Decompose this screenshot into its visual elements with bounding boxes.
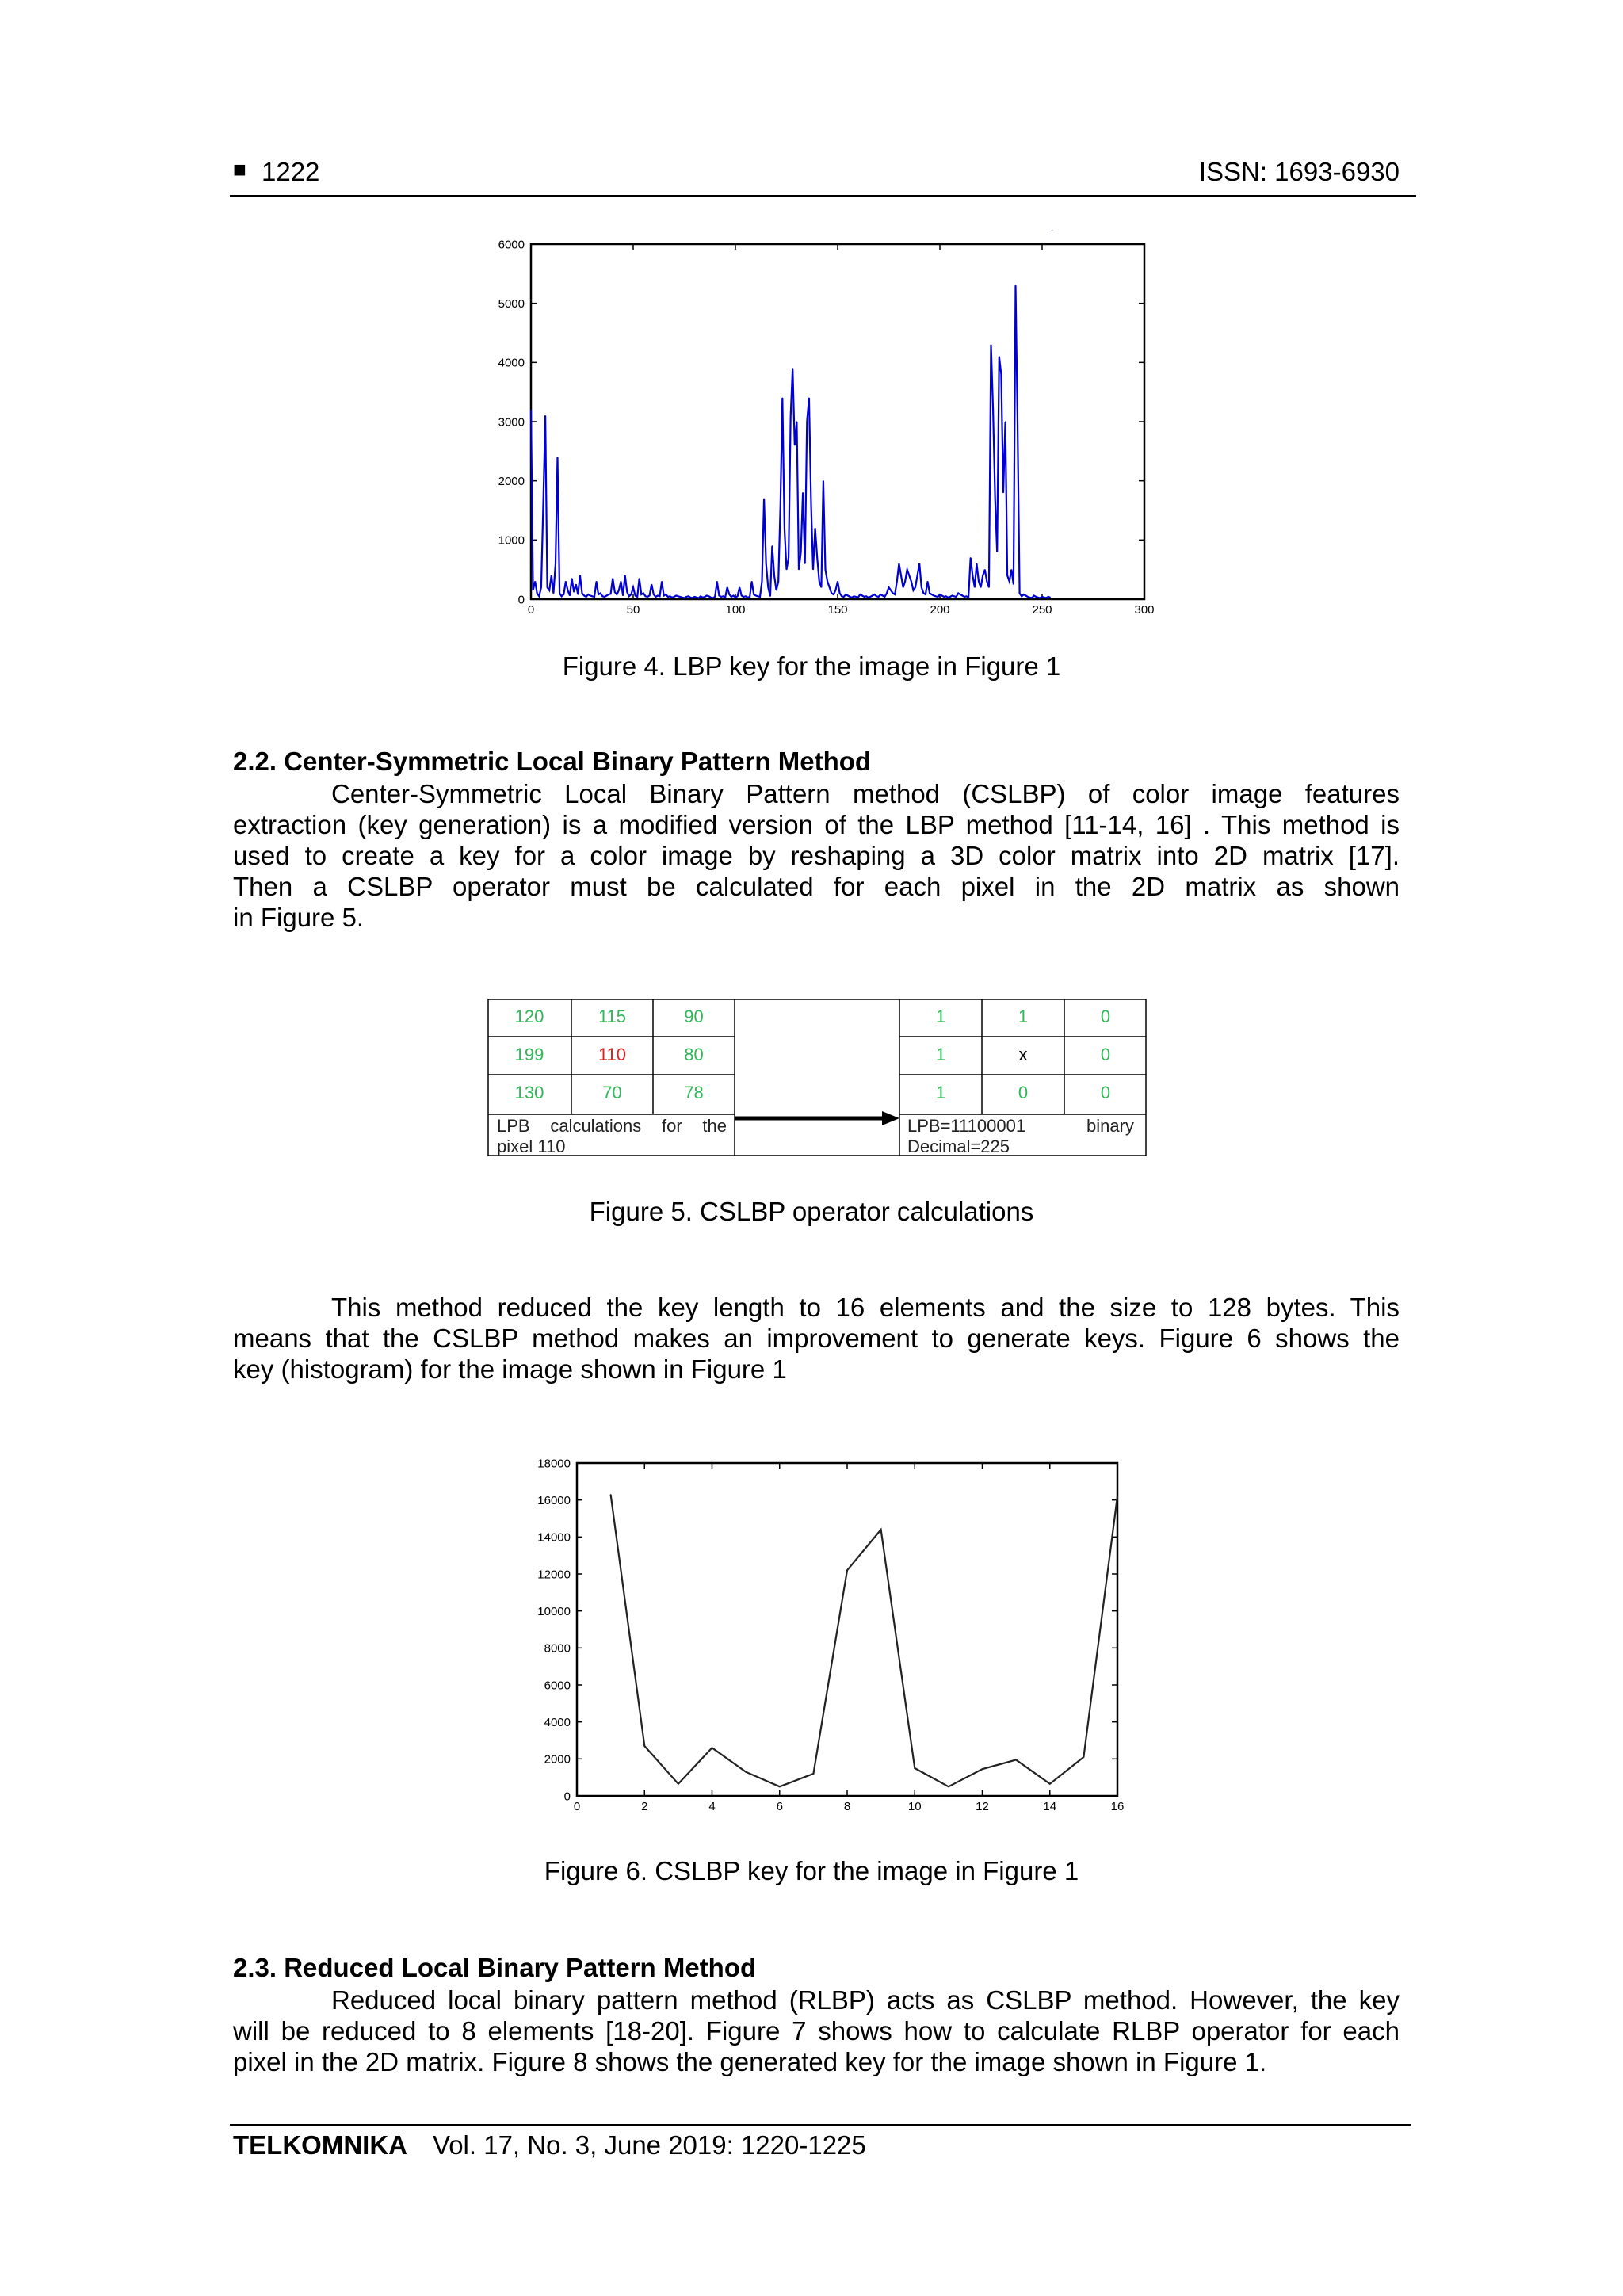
data-point-73 bbox=[680, 596, 681, 597]
left-cell-r1c3: 90 bbox=[684, 1007, 704, 1026]
data-point-215 bbox=[970, 557, 971, 558]
data-point-136 bbox=[808, 398, 809, 399]
x-tick-label-1: 50 bbox=[626, 603, 640, 617]
data-point-137 bbox=[811, 504, 812, 505]
right-cell-center: x bbox=[1018, 1045, 1028, 1064]
data-point-181 bbox=[900, 575, 901, 576]
left-cell-r3c1: 130 bbox=[514, 1083, 544, 1102]
data-point-214 bbox=[968, 597, 969, 598]
data-point-248 bbox=[1037, 597, 1038, 598]
issn: ISSN: 1693-6930 bbox=[1198, 157, 1400, 186]
section-2-2-heading: 2.2. Center-Symmetric Local Binary Pattern Method bbox=[233, 747, 872, 776]
data-point-217 bbox=[974, 586, 975, 587]
data-point-162 bbox=[861, 595, 862, 596]
data-point-81 bbox=[696, 597, 697, 598]
data-point-80 bbox=[694, 596, 695, 597]
data-point-8 bbox=[880, 1529, 881, 1530]
data-point-53 bbox=[639, 578, 640, 579]
data-point-2 bbox=[535, 581, 536, 582]
left-cell-r1c1: 120 bbox=[514, 1007, 544, 1026]
data-point-65 bbox=[663, 595, 664, 596]
data-point-69 bbox=[671, 597, 672, 598]
data-point-207 bbox=[953, 596, 954, 597]
y-tick-label-1: 2000 bbox=[544, 1752, 571, 1767]
figure4-caption: Figure 4. LBP key for the image in Figure 1 bbox=[562, 651, 1061, 681]
data-point-239 bbox=[1019, 593, 1020, 594]
data-point-126 bbox=[788, 557, 789, 558]
page-number: 1222 bbox=[262, 157, 320, 186]
data-point-243 bbox=[1027, 596, 1028, 597]
arrow-head bbox=[882, 1111, 899, 1125]
data-point-19 bbox=[569, 595, 570, 596]
right-cell-r3c2: 0 bbox=[1018, 1083, 1029, 1102]
data-point-95 bbox=[725, 597, 726, 598]
data-point-122 bbox=[780, 504, 781, 505]
figure6-caption: Figure 6. CSLBP key for the image in Figure 1 bbox=[544, 1856, 1079, 1885]
page-marker: ■ bbox=[233, 157, 246, 181]
data-point-121 bbox=[778, 581, 779, 582]
data-point-128 bbox=[792, 368, 793, 369]
data-point-99 bbox=[733, 595, 734, 596]
data-point-61 bbox=[655, 596, 656, 597]
data-point-219 bbox=[978, 581, 979, 582]
left-cell-r2c1: 199 bbox=[514, 1045, 544, 1064]
left-cell-r1c2: 115 bbox=[598, 1007, 627, 1026]
data-point-157 bbox=[851, 597, 852, 598]
x-tick-label-6: 300 bbox=[1134, 603, 1155, 617]
y-tick-label-7: 14000 bbox=[537, 1530, 571, 1545]
data-point-125 bbox=[786, 569, 787, 570]
data-point-160 bbox=[857, 597, 858, 598]
data-point-50 bbox=[632, 586, 633, 587]
data-point-124 bbox=[784, 528, 785, 529]
x-tick-label-0: 0 bbox=[527, 603, 535, 617]
x-tick-label-6: 12 bbox=[976, 1800, 989, 1813]
data-point-37 bbox=[606, 595, 607, 596]
right-cell-r3c3: 0 bbox=[1100, 1083, 1111, 1102]
data-point-8 bbox=[547, 586, 548, 587]
data-point-11 bbox=[982, 1769, 983, 1770]
data-point-103 bbox=[741, 595, 742, 596]
data-point-153 bbox=[843, 596, 844, 597]
left-cell-center: 110 bbox=[598, 1045, 627, 1064]
y-tick-label-1: 1000 bbox=[498, 533, 525, 548]
data-point-185 bbox=[909, 575, 910, 576]
data-point-116 bbox=[768, 586, 769, 587]
data-point-56 bbox=[645, 596, 646, 597]
data-point-58 bbox=[649, 595, 650, 596]
data-point-87 bbox=[708, 596, 709, 597]
data-point-220 bbox=[980, 586, 981, 587]
data-point-165 bbox=[868, 597, 869, 598]
x-tick-label-4: 8 bbox=[843, 1800, 851, 1813]
y-tick-label-4: 8000 bbox=[544, 1641, 571, 1656]
data-point-146 bbox=[829, 586, 830, 587]
data-point-86 bbox=[706, 595, 707, 596]
data-point-4 bbox=[746, 1771, 747, 1772]
data-point-64 bbox=[662, 581, 663, 582]
data-point-45 bbox=[623, 595, 624, 596]
data-point-209 bbox=[958, 593, 959, 594]
data-point-173 bbox=[884, 596, 885, 597]
data-point-190 bbox=[919, 563, 920, 564]
section-2-3-paragraph-1: Reduced local binary pattern method (RLBP) acts as CSLBP method. However, the key will be reduced to 8 elements [18-20]. Figure 7 shows how to calculate RLBP operator for each pixel in the 2D matrix. Figure 8 shows the generated key for the image shown in Figure 1. bbox=[233, 1985, 1400, 2076]
data-point-22 bbox=[575, 584, 576, 585]
y-tick-label-2: 4000 bbox=[544, 1715, 571, 1729]
x-tick-label-7: 14 bbox=[1043, 1800, 1057, 1813]
x-tick-label-5: 10 bbox=[907, 1800, 922, 1813]
data-point-94 bbox=[723, 596, 724, 597]
right-cell-r2c1: 1 bbox=[935, 1045, 946, 1064]
y-tick-label-8: 16000 bbox=[537, 1493, 571, 1507]
data-point-76 bbox=[685, 596, 686, 597]
data-point-155 bbox=[847, 595, 848, 596]
plot-frame bbox=[531, 244, 1144, 599]
figure5-caption: Figure 5. CSLBP operator calculations bbox=[589, 1197, 1034, 1226]
x-tick-label-3: 6 bbox=[776, 1800, 783, 1813]
data-point-231 bbox=[1002, 492, 1003, 493]
data-point-32 bbox=[596, 581, 597, 582]
right-cell-r1c1: 1 bbox=[935, 1007, 946, 1026]
data-point-203 bbox=[945, 596, 946, 597]
data-point-46 bbox=[624, 575, 625, 576]
data-point-102 bbox=[739, 586, 740, 587]
data-point-88 bbox=[710, 597, 711, 598]
data-point-237 bbox=[1015, 285, 1016, 286]
data-point-246 bbox=[1033, 595, 1034, 596]
footer-citation: Vol. 17, No. 3, June 2019: 1220-1225 bbox=[433, 2130, 866, 2160]
data-point-202 bbox=[944, 596, 945, 597]
data-point-164 bbox=[866, 596, 867, 597]
data-point-114 bbox=[764, 498, 765, 499]
right-cell-r3c1: 1 bbox=[935, 1083, 946, 1102]
data-point-20 bbox=[571, 578, 572, 579]
y-tick-label-2: 2000 bbox=[498, 474, 525, 488]
data-point-213 bbox=[966, 596, 967, 597]
data-point-230 bbox=[1001, 374, 1002, 375]
data-point-110 bbox=[755, 595, 756, 596]
data-point-51 bbox=[635, 595, 636, 596]
data-point-10 bbox=[948, 1786, 949, 1787]
x-tick-label-0: 0 bbox=[573, 1800, 581, 1813]
data-point-131 bbox=[798, 569, 799, 570]
data-point-211 bbox=[962, 595, 963, 596]
right-caption-line1: LPB=11100001 bbox=[907, 1116, 1026, 1136]
y-tick-label-6: 12000 bbox=[537, 1568, 571, 1582]
data-point-15 bbox=[561, 596, 562, 597]
data-point-13 bbox=[1049, 1783, 1050, 1784]
data-point-238 bbox=[1017, 421, 1018, 422]
data-point-24 bbox=[579, 575, 580, 576]
figure6-chart bbox=[515, 1450, 1141, 1823]
data-point-92 bbox=[719, 595, 720, 596]
data-point-235 bbox=[1011, 569, 1012, 570]
data-point-183 bbox=[905, 581, 906, 582]
y-tick-label-9: 18000 bbox=[537, 1457, 571, 1471]
data-point-222 bbox=[984, 569, 985, 570]
data-point-7 bbox=[544, 415, 545, 416]
data-point-91 bbox=[716, 581, 717, 582]
data-point-6 bbox=[543, 504, 544, 505]
data-point-118 bbox=[772, 545, 773, 546]
data-point-11 bbox=[553, 593, 554, 594]
data-point-242 bbox=[1025, 595, 1026, 596]
data-point-101 bbox=[737, 596, 738, 597]
data-point-179 bbox=[896, 581, 897, 582]
data-point-127 bbox=[790, 415, 791, 416]
x-tick-label-3: 150 bbox=[827, 603, 848, 617]
data-point-12 bbox=[555, 563, 556, 564]
data-point-163 bbox=[864, 596, 865, 597]
data-point-135 bbox=[807, 421, 808, 422]
data-point-226 bbox=[992, 409, 993, 410]
data-point-189 bbox=[917, 575, 918, 576]
data-point-134 bbox=[804, 563, 805, 564]
data-point-4 bbox=[539, 596, 540, 597]
data-point-216 bbox=[972, 575, 973, 576]
y-tick-label-0: 0 bbox=[563, 1790, 571, 1804]
data-point-0 bbox=[610, 1494, 611, 1495]
data-point-63 bbox=[659, 596, 660, 597]
data-point-224 bbox=[988, 586, 989, 587]
right-caption-binary: binary bbox=[1086, 1116, 1134, 1136]
data-point-0 bbox=[530, 409, 531, 410]
data-point-159 bbox=[856, 596, 857, 597]
data-point-112 bbox=[759, 596, 760, 597]
data-point-236 bbox=[1013, 584, 1014, 585]
data-point-107 bbox=[749, 596, 750, 597]
data-point-90 bbox=[715, 596, 716, 597]
data-point-108 bbox=[751, 581, 752, 582]
figure4-chart bbox=[468, 230, 1165, 618]
section-2-3-heading: 2.3. Reduced Local Binary Pattern Method bbox=[233, 1953, 757, 1982]
y-tick-label-0: 0 bbox=[517, 593, 525, 607]
left-caption-line1: LPB calculations for the bbox=[497, 1116, 727, 1136]
data-point-78 bbox=[690, 597, 691, 598]
data-point-1 bbox=[644, 1745, 645, 1746]
data-point-71 bbox=[676, 595, 677, 596]
x-tick-label-5: 250 bbox=[1032, 603, 1052, 617]
left-cell-r2c3: 80 bbox=[684, 1045, 704, 1064]
data-point-7 bbox=[846, 1570, 847, 1571]
series-line bbox=[531, 285, 1050, 598]
series-line bbox=[611, 1495, 1117, 1787]
y-tick-label-5: 5000 bbox=[498, 296, 525, 311]
data-point-34 bbox=[600, 593, 601, 594]
data-point-142 bbox=[821, 586, 822, 587]
data-point-59 bbox=[651, 584, 652, 585]
data-point-140 bbox=[817, 557, 818, 558]
x-tick-label-2: 100 bbox=[725, 603, 746, 617]
data-point-119 bbox=[773, 575, 774, 576]
data-point-5 bbox=[540, 586, 541, 587]
data-point-105 bbox=[745, 596, 746, 597]
data-point-151 bbox=[839, 593, 840, 594]
data-point-47 bbox=[627, 591, 628, 592]
data-point-144 bbox=[825, 569, 826, 570]
data-point-172 bbox=[882, 595, 883, 596]
data-point-133 bbox=[803, 492, 804, 493]
data-point-166 bbox=[870, 596, 871, 597]
data-point-67 bbox=[667, 596, 668, 597]
data-point-12 bbox=[1016, 1759, 1017, 1760]
data-point-254 bbox=[1050, 597, 1051, 598]
y-tick-label-4: 4000 bbox=[498, 356, 525, 370]
data-point-5 bbox=[779, 1786, 780, 1787]
data-point-138 bbox=[812, 569, 813, 570]
left-cell-r3c2: 70 bbox=[602, 1083, 622, 1102]
data-point-14 bbox=[1083, 1756, 1084, 1757]
data-point-145 bbox=[827, 581, 828, 582]
data-point-117 bbox=[769, 596, 770, 597]
data-point-233 bbox=[1007, 575, 1008, 576]
data-point-205 bbox=[949, 596, 950, 597]
data-point-170 bbox=[878, 596, 879, 597]
y-tick-label-3: 3000 bbox=[498, 415, 525, 430]
data-point-17 bbox=[565, 581, 566, 582]
data-point-218 bbox=[976, 563, 977, 564]
data-point-191 bbox=[921, 586, 922, 587]
y-tick-label-3: 6000 bbox=[544, 1679, 571, 1693]
data-point-150 bbox=[837, 581, 838, 582]
data-point-177 bbox=[892, 593, 893, 594]
data-point-6 bbox=[813, 1773, 814, 1774]
data-point-250 bbox=[1041, 596, 1042, 597]
data-point-192 bbox=[923, 593, 924, 594]
left-cell-r3c3: 78 bbox=[684, 1083, 704, 1102]
footer-journal: TELKOMNIKA bbox=[233, 2130, 407, 2160]
plot-frame bbox=[577, 1463, 1117, 1796]
data-point-198 bbox=[935, 596, 936, 597]
data-point-123 bbox=[782, 398, 783, 399]
right-cell-r2c3: 0 bbox=[1100, 1045, 1111, 1064]
data-point-194 bbox=[927, 581, 928, 582]
data-point-175 bbox=[888, 586, 889, 587]
x-tick-label-1: 2 bbox=[641, 1800, 648, 1813]
right-caption-line2: Decimal=225 bbox=[907, 1137, 1010, 1156]
data-point-232 bbox=[1005, 421, 1006, 422]
data-point-130 bbox=[796, 421, 797, 422]
data-point-104 bbox=[743, 596, 744, 597]
data-point-174 bbox=[886, 593, 887, 594]
data-point-77 bbox=[688, 596, 689, 597]
data-point-93 bbox=[720, 596, 721, 597]
section-2-2-paragraph-2: This method reduced the key length to 16 elements and the size to 128 bytes. This means that the CSLBP method makes an improvement to generate keys. Figure 6 shows the key (histogram) for the image shown in Figure 1 bbox=[233, 1293, 1400, 1384]
right-cell-r1c3: 0 bbox=[1100, 1007, 1111, 1026]
data-point-10 bbox=[551, 575, 552, 576]
footer-rule bbox=[230, 2124, 1411, 2126]
data-point-106 bbox=[747, 597, 748, 598]
data-point-204 bbox=[948, 597, 949, 598]
left-caption-line2: pixel 110 bbox=[497, 1137, 566, 1156]
data-point-62 bbox=[657, 595, 658, 596]
data-point-41 bbox=[614, 591, 615, 592]
data-point-147 bbox=[831, 593, 832, 594]
data-point-167 bbox=[872, 595, 873, 596]
data-point-26 bbox=[583, 595, 584, 596]
x-tick-label-2: 4 bbox=[708, 1800, 716, 1813]
data-point-30 bbox=[592, 596, 593, 597]
data-point-84 bbox=[702, 597, 703, 598]
data-point-35 bbox=[602, 596, 603, 597]
y-tick-label-5: 10000 bbox=[537, 1604, 571, 1618]
data-point-48 bbox=[628, 596, 629, 597]
data-point-234 bbox=[1009, 581, 1010, 582]
x-tick-label-8: 16 bbox=[1110, 1800, 1125, 1813]
data-point-21 bbox=[574, 591, 575, 592]
y-tick-label-6: 6000 bbox=[498, 238, 525, 252]
data-point-244 bbox=[1029, 597, 1030, 598]
data-point-52 bbox=[637, 596, 638, 597]
header-rule bbox=[230, 195, 1416, 197]
section-2-2-paragraph-1: Center-Symmetric Local Binary Pattern method (CSLBP) of color image features extraction (key generation) is a modified version of the LBP method [11-14, 16] . This method is used to create a key for a color image by reshaping a 3D color matrix into 2D matrix [17]. Then a CSLBP operator must be calculated for each pixel in the 2D matrix as shown in Figure 5. bbox=[233, 779, 1400, 932]
data-point-247 bbox=[1036, 596, 1037, 597]
data-point-206 bbox=[952, 595, 953, 596]
data-point-201 bbox=[941, 595, 942, 596]
cslbp-operator-diagram bbox=[487, 999, 1147, 1157]
x-tick-label-4: 200 bbox=[930, 603, 950, 617]
data-point-36 bbox=[604, 596, 605, 597]
right-cell-r1c2: 1 bbox=[1018, 1007, 1029, 1026]
data-point-14 bbox=[559, 593, 560, 594]
data-point-208 bbox=[956, 596, 957, 597]
